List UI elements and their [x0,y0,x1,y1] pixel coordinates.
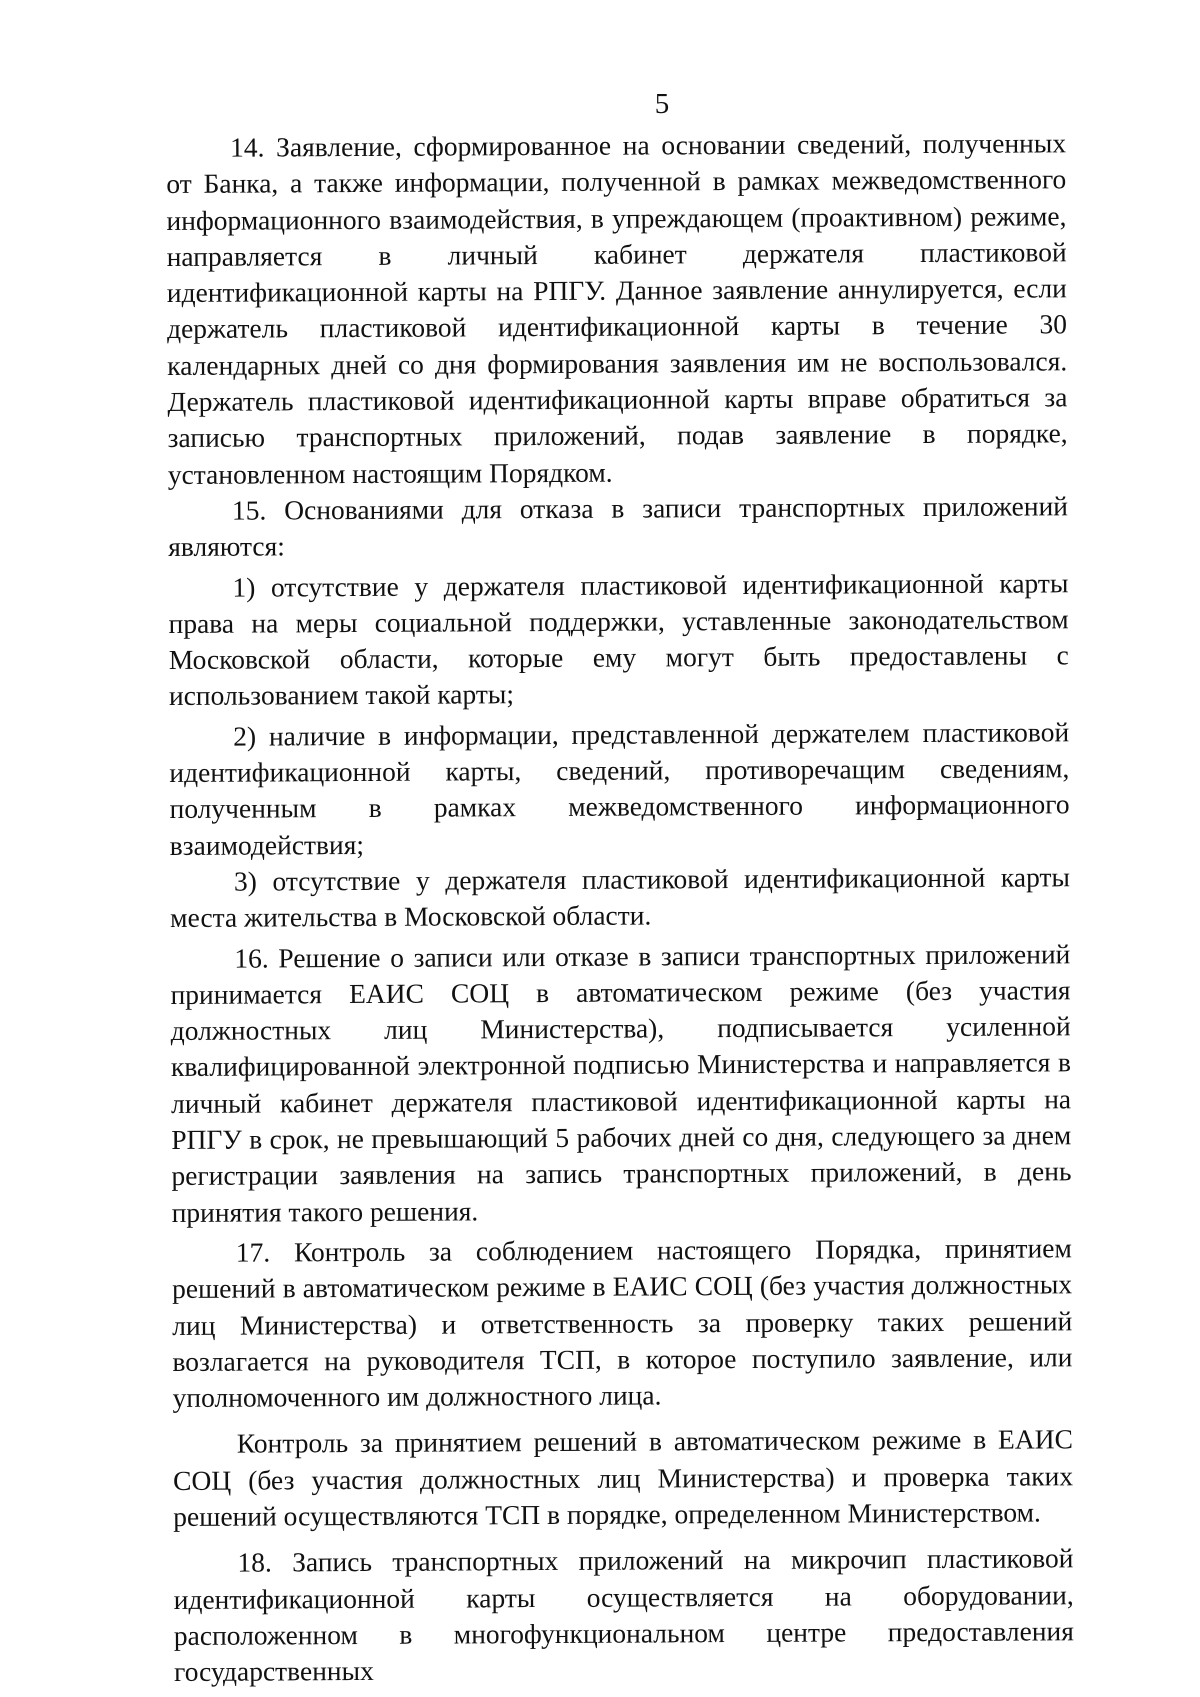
page-number: 5 [654,88,670,120]
list-item-2: 2) наличие в информации, представленной держателем пластиковой идентификационной карты, сведений, противоречащим сведениям, полученным в рамках межведомственного информационного взаимодействия; [169,716,1070,861]
paragraph-14: 14. Заявление, сформированное на основании сведений, полученных от Банка, а также информации, полученной в рамках межведомственного информационного взаимодействия, в упреждающем (проактивном) режиме, направляется в личный кабинет держателя пластиковой идентификационной карты на РПГУ. Данное заявление аннулируется, если держатель пластиковой идентификационной карты в течение 30 календарных дней со дня формирования заявления им не воспользовался. Держатель пластиковой идентификационной карты вправе обратиться за записью транспортных приложений, подав заявление в порядке, установленном настоящим Порядком. [166,127,1068,490]
document-body [166,125,1074,1690]
paragraph-15: 15. Основаниями для отказа в записи транспортных приложений являются: [168,490,1069,563]
paragraph-17: 17. Контроль за соблюдением настоящего Порядка, принятием решений в автоматическом режиме в ЕАИС СОЦ (без участия должностных лиц Министерства) и ответственность за проверку таких решений возлагается на руководителя ТСП, в которое поступило заявление, или уполномоченного им должностного лица. [171,1232,1073,1414]
list-item-3: 3) отсутствие у держателя пластиковой идентификационной карты места жительства в Московской области. [170,861,1071,934]
list-item-1: 1) отсутствие у держателя пластиковой идентификационной карты права на меры социальной поддержки, уставленные законодательством Московской области, которые ему могут быть предоставлены с использованием такой карты; [168,566,1069,712]
paragraph-18: 18. Запись транспортных приложений на микрочип пластиковой идентификационной карты осуществляется на оборудовании, расположенном в многофункциональном центре предоставления государственных [173,1542,1074,1688]
paragraph-17-control: Контроль за принятием решений в автоматическом режиме в ЕАИС СОЦ (без участия должностных лиц Министерства) и проверка таких решений осуществляются ТСП в порядке, определенном Министерством. [172,1423,1074,1532]
paragraph-16: 16. Решение о записи или отказе в записи транспортных приложений принимается ЕАИС СОЦ в автоматическом режиме (без участия должностных лиц Министерства), подписывается усиленной квалифицированной электронной подписью Министерства и направляется в личный кабинет держателя пластиковой идентификационной карты на РПГУ в срок, не превышающий 5 рабочих дней со дня, следующего за днем регистрации заявления на запись транспортных приложений, в день принятия такого решения. [170,937,1072,1228]
